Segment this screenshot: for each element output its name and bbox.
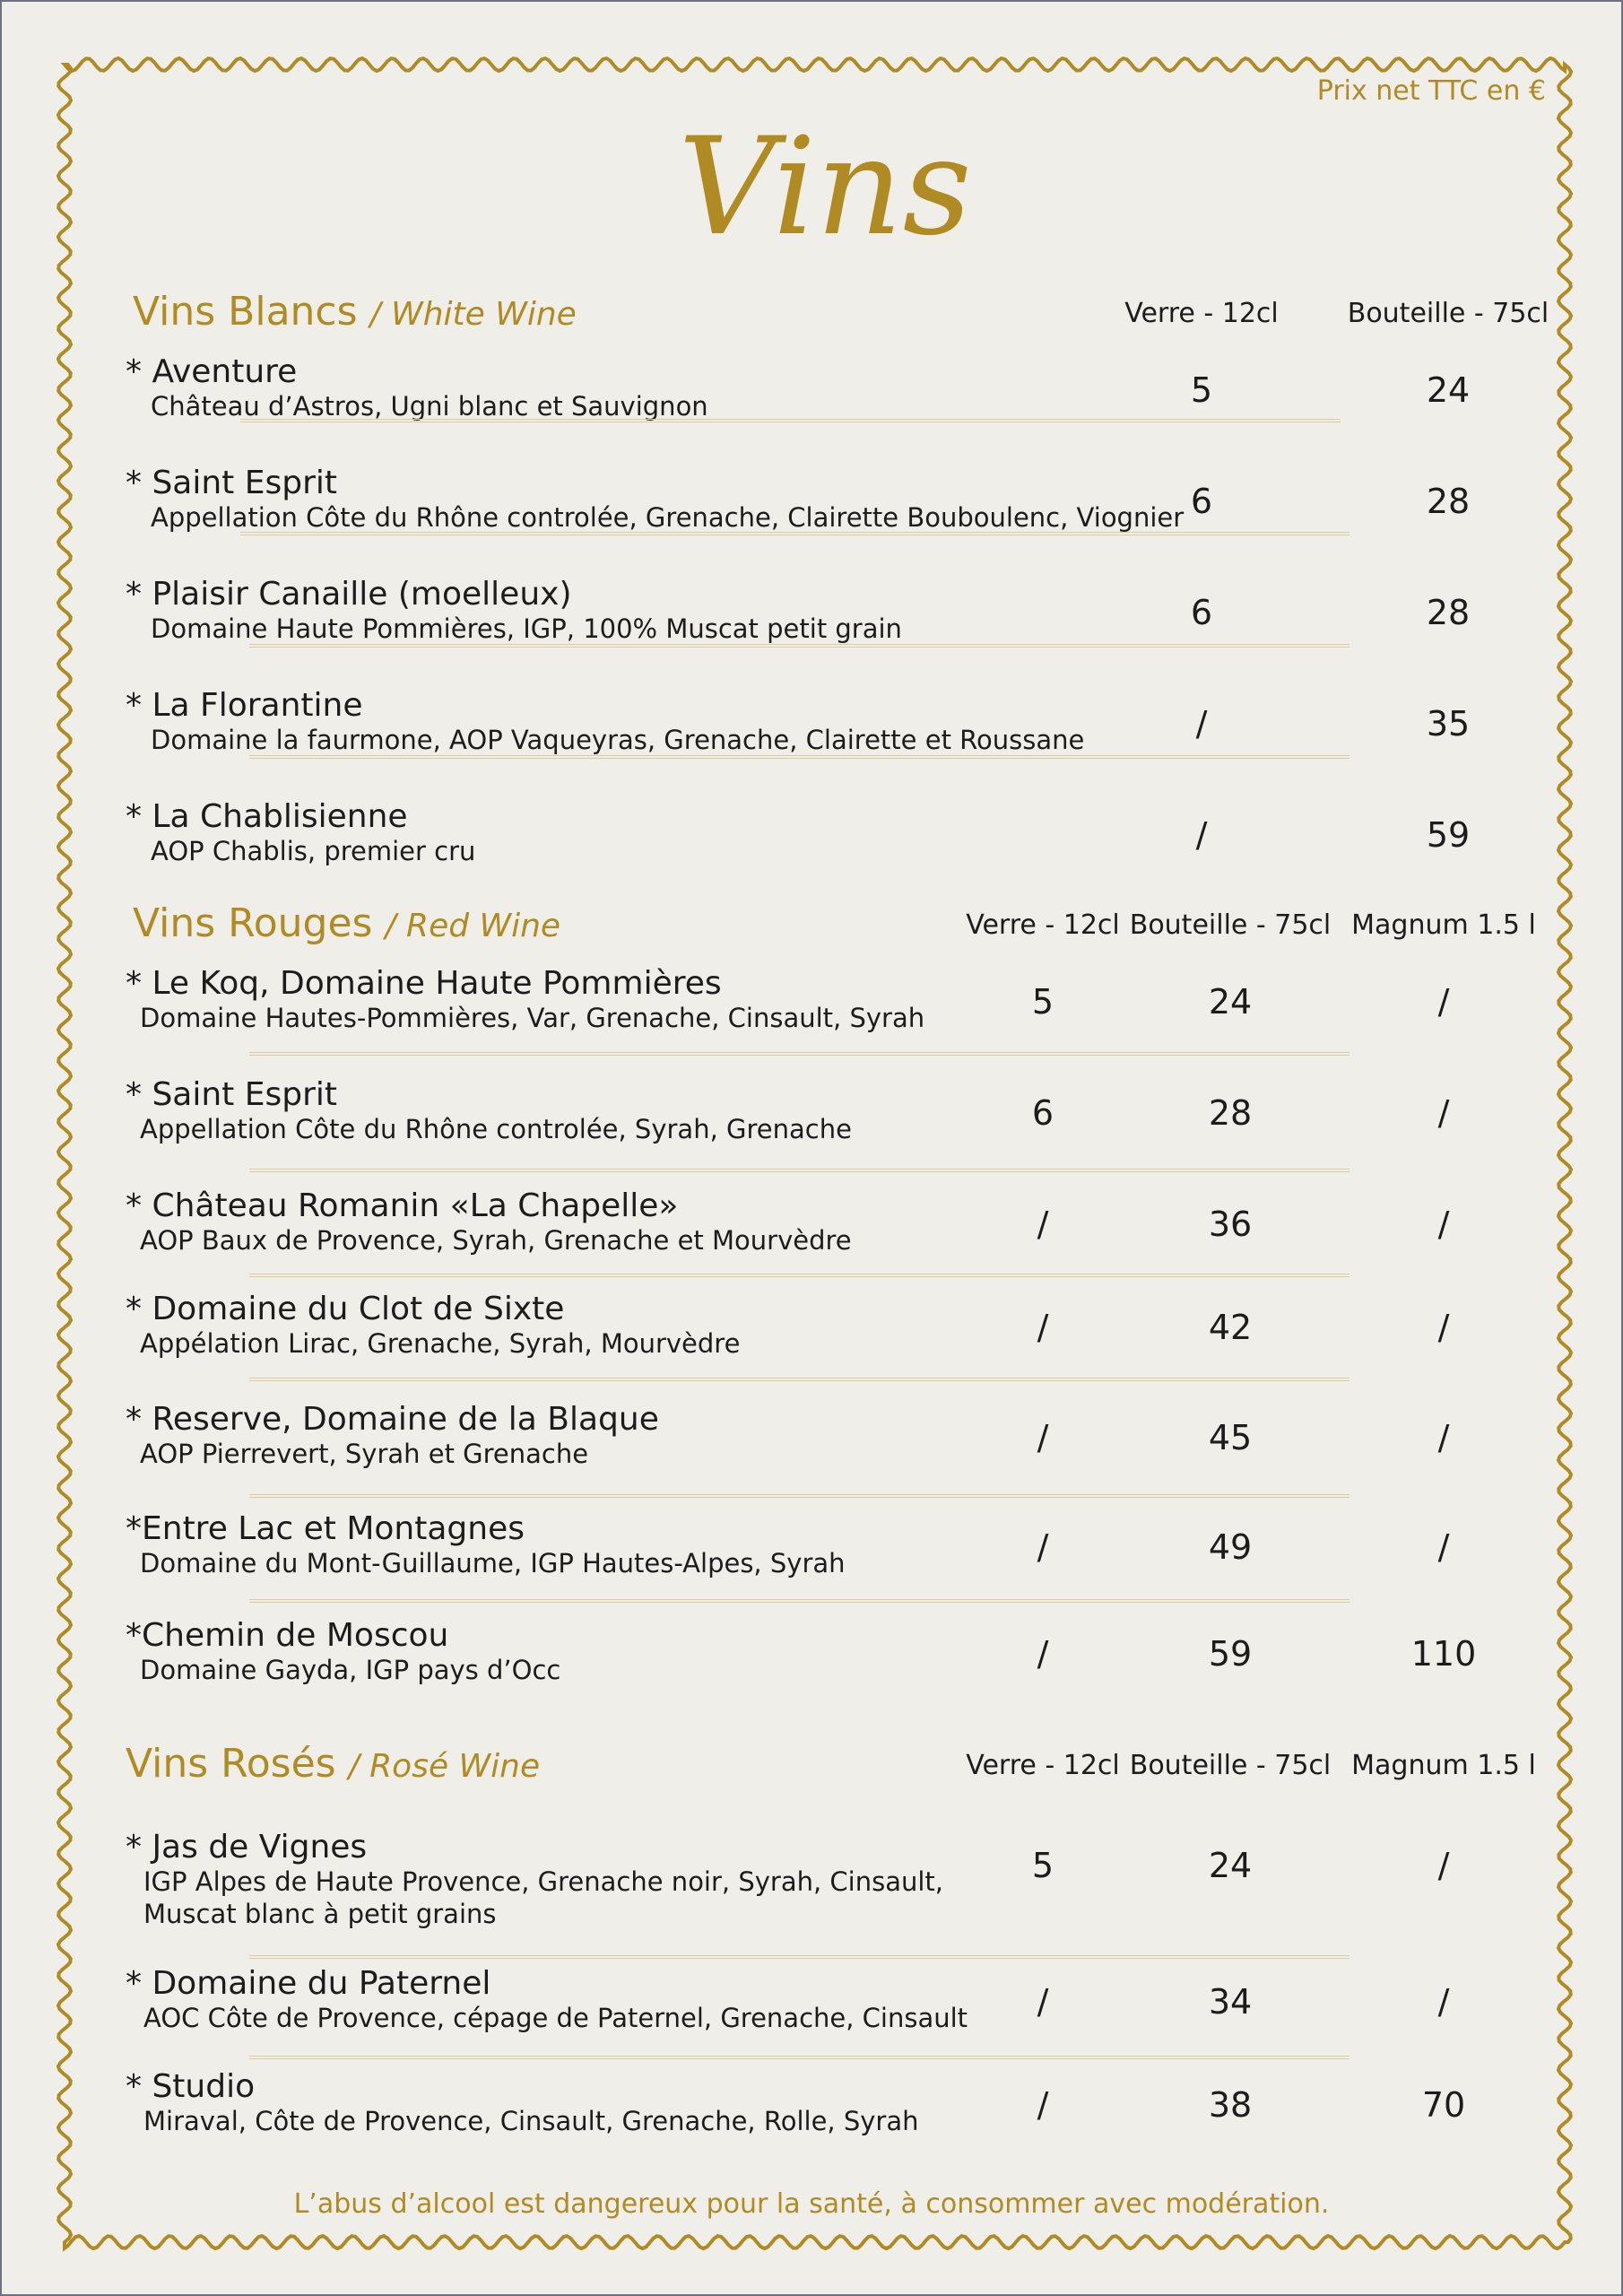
wine-description: AOP Chablis, premier cru: [151, 836, 476, 866]
wine-price: 110: [1410, 1634, 1477, 1674]
section-title-en: / White Wine: [369, 296, 577, 333]
column-header: Bouteille - 75cl: [1347, 298, 1549, 329]
wine-price: 45: [1208, 1418, 1253, 1457]
wine-price: 42: [1208, 1308, 1253, 1347]
section-heading: [133, 900, 560, 946]
section-title-fr: Vins Rouges: [133, 900, 373, 946]
wine-description: Appellation Côte du Rhône controlée, Syrah, Grenache: [140, 1114, 852, 1144]
wine-price: /: [1437, 1308, 1450, 1347]
wine-price: 34: [1208, 1982, 1253, 2022]
row-divider: [249, 755, 1350, 759]
wine-price: /: [1037, 1308, 1049, 1347]
wine-name: * Jas de Vignes: [126, 1829, 368, 1866]
wine-name: *Entre Lac et Montagnes: [126, 1510, 525, 1547]
column-header: Verre - 12cl: [966, 1750, 1120, 1781]
wine-name: * La Florantine: [126, 687, 363, 724]
wine-entry: [126, 966, 924, 1034]
section-title-fr: Vins Rosés: [126, 1741, 336, 1787]
wine-price: 24: [1208, 1846, 1253, 1885]
row-divider: [249, 1494, 1350, 1498]
wine-price: /: [1437, 1093, 1450, 1133]
wine-price: /: [1037, 1418, 1049, 1457]
wine-price: 35: [1426, 704, 1471, 744]
wine-entry: [126, 465, 1184, 534]
wine-entry: [126, 1511, 846, 1579]
wine-description: Appélation Lirac, Grenache, Syrah, Mourvèdre: [140, 1328, 741, 1359]
wine-price: 59: [1208, 1634, 1253, 1674]
wine-price: /: [1437, 1846, 1450, 1885]
row-divider: [249, 1169, 1350, 1172]
wine-price: /: [1195, 815, 1208, 855]
wine-price: /: [1195, 704, 1208, 744]
wine-price: /: [1437, 1205, 1450, 1244]
wine-entry: [126, 1077, 852, 1145]
row-divider: [240, 419, 1341, 422]
wine-price: 6: [1190, 482, 1213, 521]
row-divider: [249, 644, 1350, 648]
row-divider: [249, 1052, 1350, 1056]
section-heading: [126, 1741, 540, 1787]
wine-entry: [126, 1402, 659, 1470]
wine-name: * Le Koq, Domaine Haute Pommières: [126, 965, 722, 1002]
wine-price: 6: [1031, 1093, 1055, 1133]
column-header: Magnum 1.5 l: [1351, 909, 1536, 941]
column-header: Bouteille - 75cl: [1129, 1750, 1332, 1781]
column-header: Bouteille - 75cl: [1129, 909, 1332, 941]
wine-entry: [126, 1292, 740, 1360]
wine-name: * La Chablisienne: [126, 798, 408, 835]
wine-price: 59: [1426, 815, 1471, 855]
wine-price: /: [1037, 1634, 1049, 1674]
column-header: Verre - 12cl: [966, 909, 1120, 941]
section-title-fr: Vins Blancs: [133, 289, 358, 335]
wine-price: 5: [1031, 982, 1055, 1022]
wine-name: *Chemin de Moscou: [126, 1617, 449, 1654]
wine-description: Appellation Côte du Rhône controlée, Grenache, Clairette Bouboulenc, Viognier: [151, 502, 1185, 533]
title-text: Vins: [678, 109, 972, 265]
price-note: Prix net TTC en €: [1316, 75, 1546, 107]
wine-price: 36: [1208, 1205, 1253, 1244]
wine-entry: [126, 577, 902, 645]
wine-description: Domaine du Mont-Guillaume, IGP Hautes-Alpes, Syrah: [140, 1548, 846, 1578]
wine-description: AOP Pierrevert, Syrah et Grenache: [140, 1439, 589, 1469]
row-divider: [249, 1955, 1350, 1959]
wine-description: Miraval, Côte de Provence, Cinsault, Grenache, Rolle, Syrah: [143, 2106, 919, 2136]
wine-entry: [126, 1618, 560, 1686]
wine-entry: [126, 799, 475, 867]
wine-description: Domaine la faurmone, AOP Vaqueyras, Grenache, Clairette et Roussane: [151, 725, 1085, 755]
wine-price: /: [1037, 1527, 1049, 1567]
wine-price: /: [1437, 1527, 1450, 1567]
section-title-en: / Red Wine: [385, 908, 561, 944]
wine-name: * Studio: [126, 2068, 256, 2105]
row-divider: [249, 2056, 1350, 2059]
wine-entry: [126, 1188, 852, 1257]
wine-price: 28: [1426, 593, 1471, 632]
wine-price: 6: [1190, 593, 1213, 632]
wine-name: * Reserve, Domaine de la Blaque: [126, 1401, 659, 1438]
wine-description: Château d’Astros, Ugni blanc et Sauvignon: [151, 391, 708, 422]
wine-price: 28: [1208, 1093, 1253, 1133]
wine-description: Domaine Gayda, IGP pays d’Occ: [140, 1655, 561, 1685]
wine-name: * Domaine du Paternel: [126, 1965, 491, 2002]
column-header: Verre - 12cl: [1124, 298, 1279, 329]
wine-name: * Saint Esprit: [126, 1076, 338, 1113]
wine-price: 38: [1208, 2085, 1253, 2125]
wine-price: /: [1437, 982, 1450, 1022]
wine-price: 28: [1426, 482, 1471, 521]
wine-price: 49: [1208, 1527, 1253, 1567]
page-title: [664, 81, 986, 278]
wine-price: 24: [1426, 370, 1471, 410]
row-divider: [249, 1378, 1350, 1381]
wine-entry: [126, 2069, 919, 2137]
wine-description: Domaine Hautes-Pommières, Var, Grenache, Cinsault, Syrah: [140, 1003, 925, 1033]
row-divider: [249, 1599, 1350, 1603]
wine-price: /: [1437, 1982, 1450, 2022]
wine-price: 24: [1208, 982, 1253, 1022]
wine-entry: [126, 1966, 968, 2034]
footer-warning: L’abus d’alcool est dangereux pour la santé, à consommer avec modération.: [293, 2188, 1330, 2220]
wine-description: IGP Alpes de Haute Provence, Grenache noir, Syrah, Cinsault, Muscat blanc à petit grains: [143, 1866, 944, 1929]
wine-entry: [126, 354, 708, 422]
row-divider: [249, 1274, 1350, 1277]
wine-price: /: [1037, 1205, 1049, 1244]
wine-price: /: [1037, 1982, 1049, 2022]
section-heading: [133, 289, 577, 335]
wine-price: 5: [1031, 1846, 1055, 1885]
wine-description: AOP Baux de Provence, Syrah, Grenache et Mourvèdre: [140, 1225, 852, 1256]
section-title-en: / Rosé Wine: [348, 1748, 541, 1785]
wine-price: 5: [1190, 370, 1213, 410]
wine-description: Domaine Haute Pommières, IGP, 100% Muscat petit grain: [151, 613, 902, 644]
wine-entry: [126, 1830, 943, 1930]
wine-name: * Aventure: [126, 353, 298, 390]
row-divider: [240, 532, 1350, 535]
wine-entry: [126, 688, 1084, 756]
wine-description: AOC Côte de Provence, cépage de Paternel, Grenache, Cinsault: [143, 2003, 968, 2033]
wine-name: * Domaine du Clot de Sixte: [126, 1291, 565, 1327]
wine-price: /: [1037, 2085, 1049, 2125]
column-header: Magnum 1.5 l: [1351, 1750, 1536, 1781]
wine-name: * Saint Esprit: [126, 465, 338, 501]
wine-price: 70: [1421, 2085, 1466, 2125]
wine-name: * Plaisir Canaille (moelleux): [126, 576, 572, 613]
wine-price: /: [1437, 1418, 1450, 1457]
wine-name: * Château Romanin «La Chapelle»: [126, 1187, 679, 1224]
